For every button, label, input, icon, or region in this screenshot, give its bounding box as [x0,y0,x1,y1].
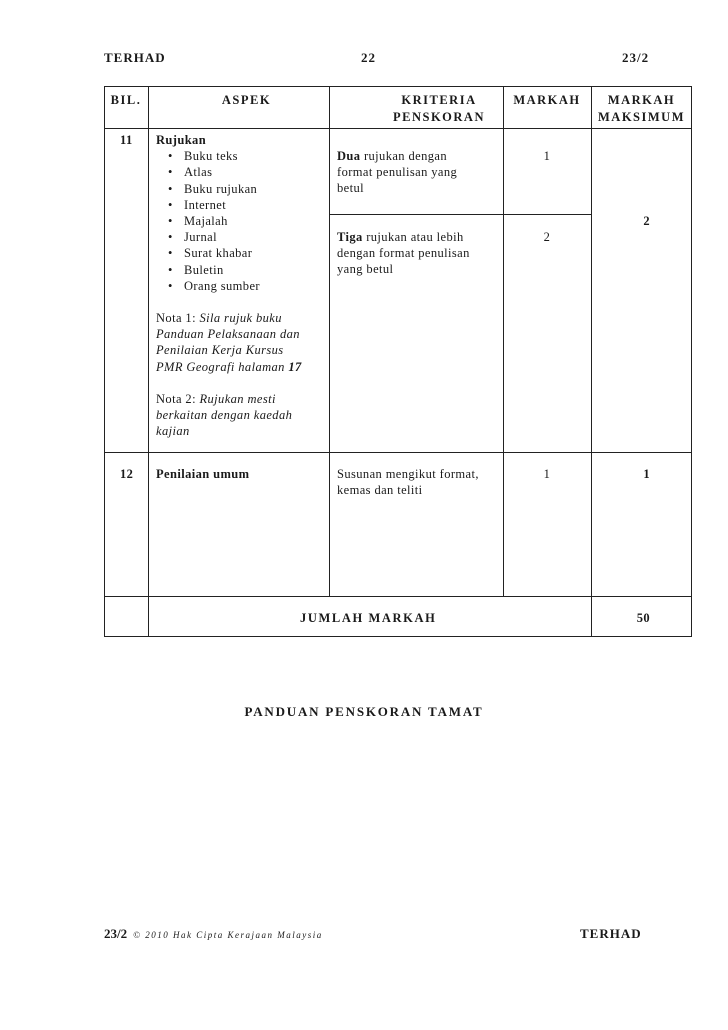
row-11-aspek [156,132,328,439]
row-12-maksimum-value: 1 [643,467,650,481]
total-value [591,610,692,626]
paper-code-top: 23/2 [622,50,650,65]
nota-1-line1: Sila rujuk buku [199,311,282,326]
page-number: 22 [361,50,376,65]
reference-item: • Buku rujukan [164,181,328,197]
header-kriteria-line1: KRITERIA [401,93,477,107]
row-12-markah: 1 [543,467,551,481]
reference-item: • Surat khabar [164,245,328,261]
total-label: JUMLAH MARKAH [300,611,437,625]
reference-item: • Buletin [164,262,328,278]
table-border-left [104,86,105,637]
row-11-divider [104,452,692,453]
row-12-maksimum [591,466,692,482]
row-11-number: 11 [120,133,133,147]
nota-2-line3: kajian [156,424,190,439]
nota-2-label: Nota 2: [156,391,200,406]
criteria-1-line3: betul [337,181,364,196]
column-divider-bil [148,86,149,637]
criteria-2-line2: dengan format penulisan [337,246,470,261]
row-11-markah-2: 2 [543,230,551,244]
header-kriteria [329,92,503,126]
reference-item: • Atlas [164,164,328,180]
header-bil: BIL. [110,93,142,107]
row-11-criteria-2 [337,229,503,278]
nota-2-line1: Rujukan mesti [199,391,276,406]
header-maksimum-line2: MAKSIMUM [598,110,685,124]
nota-2-line2: berkaitan dengan kaedah [156,408,293,423]
header-aspek: ASPEK [221,93,272,107]
criteria-2-count: Tiga [337,230,363,244]
criteria-2-line3: yang betul [337,262,394,277]
table-border-top [104,86,692,87]
reference-item: • Majalah [164,213,328,229]
reference-item: • Internet [164,197,328,213]
header-markah: MARKAH [513,93,581,107]
scoring-table [104,86,692,637]
row-11-markah-1: 1 [543,149,551,163]
classification-label-top: TERHAD [104,50,166,65]
total-value-number: 50 [636,611,650,625]
criteria-1-line1: rujukan dengan [360,149,447,163]
criteria-split-divider [329,214,591,215]
copyright-notice: © 2010 Hak Cipta Kerajaan Malaysia [133,930,323,940]
header-maksimum-line1: MARKAH [607,93,676,107]
criteria-2-line1: rujukan atau lebih [362,230,464,244]
row-12-divider [104,596,692,597]
nota-2 [156,391,328,440]
nota-1-line4: PMR Geografi halaman [156,359,289,374]
row-12-criteria [337,466,503,498]
table-border-bottom [104,636,692,637]
paper-code-bottom: 23/2 [104,926,128,941]
row-12-number: 12 [120,467,134,481]
reference-item: • Orang sumber [164,278,328,294]
table-border-right [691,86,692,637]
header-markah-maksimum [591,92,692,126]
header-kriteria-line2: PENSKORAN [393,110,485,124]
column-divider-aspek [329,86,330,596]
row-11-maksimum [591,213,692,229]
nota-1 [156,310,328,375]
nota-1-page: 17 [288,359,302,374]
nota-1-line2: Panduan Pelaksanaan dan [156,327,300,342]
reference-list [164,148,328,294]
criteria-1-line2: format penulisan yang [337,165,458,180]
reference-item: • Buku teks [164,148,328,164]
criteria-1-count: Dua [337,149,361,163]
row-11-title: Rujukan [156,133,207,147]
header-row-divider [104,128,692,129]
row-12-criteria-line1: Susunan mengikut format, [337,467,479,481]
footer-left [104,926,323,942]
row-12-criteria-line2: kemas dan teliti [337,483,423,498]
row-11-maksimum-value: 2 [643,214,650,228]
reference-item: • Jurnal [164,229,328,245]
nota-1-line3: Penilaian Kerja Kursus [156,343,284,358]
classification-label-bottom: TERHAD [580,926,642,941]
nota-1-label: Nota 1: [156,311,200,326]
row-12-aspek: Penilaian umum [156,467,250,481]
row-11-criteria-1 [337,148,503,197]
column-divider-markah [591,86,592,637]
end-of-scheme-note: PANDUAN PENSKORAN TAMAT [244,704,484,719]
